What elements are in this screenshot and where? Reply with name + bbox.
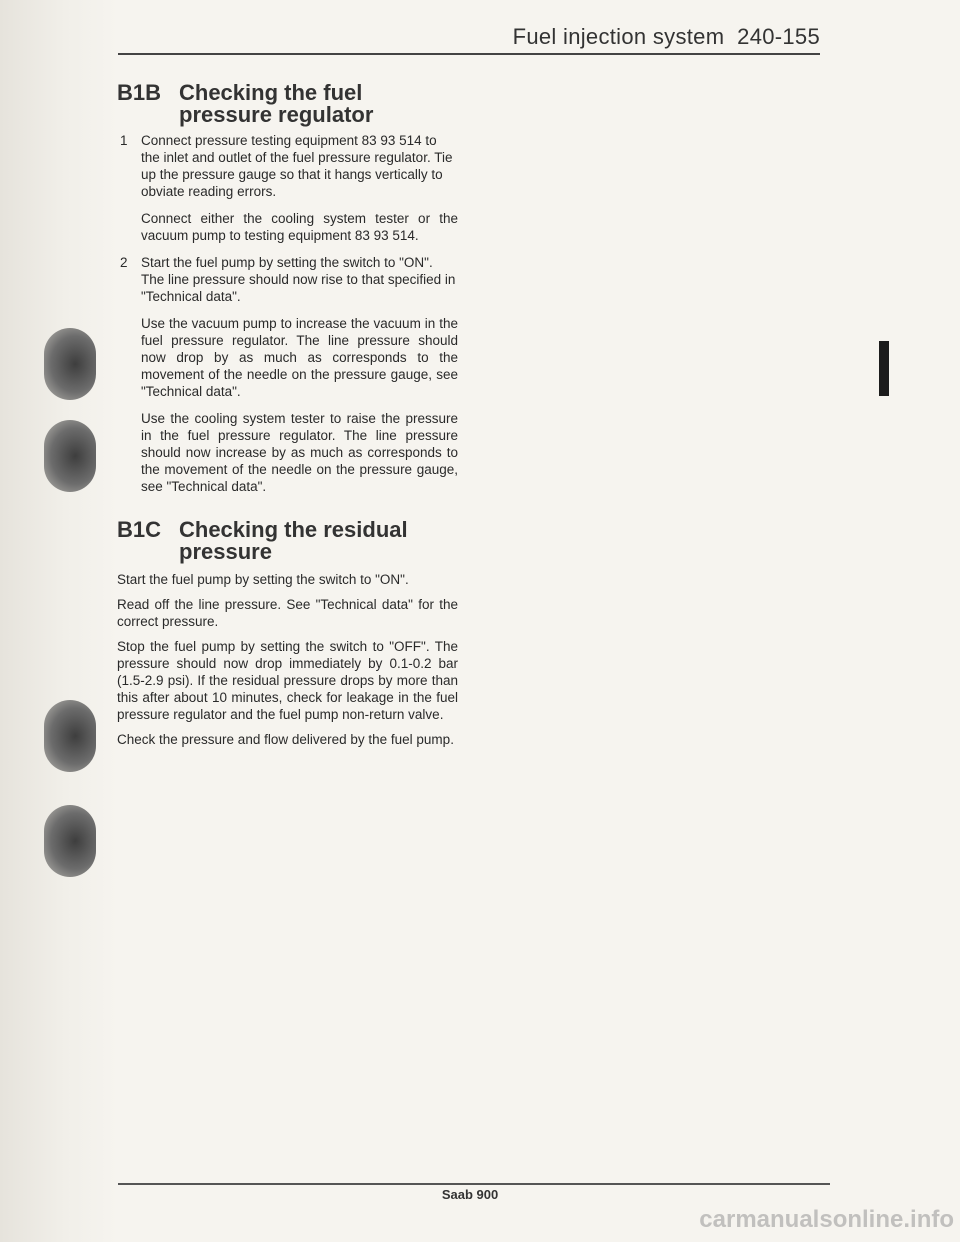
step-note: Use the cooling system tester to raise the pressure in the fuel pressure regulator. The line pressure should now increase by as much as corresponds to the movement of the needle on the pressure gauge, see "Technical data". bbox=[141, 411, 458, 494]
paragraph: Check the pressure and flow delivered by the fuel pump. bbox=[117, 732, 454, 747]
step-number: 2 bbox=[120, 255, 128, 270]
step-item bbox=[117, 254, 458, 305]
footer-model: Saab 900 bbox=[441, 1187, 499, 1202]
section-code: B1B bbox=[117, 80, 162, 105]
binding-edge bbox=[0, 0, 118, 1242]
header-rule bbox=[118, 53, 820, 55]
header-title: Fuel injection system bbox=[512, 24, 725, 49]
paragraph: Start the fuel pump by setting the switch to "ON". bbox=[117, 572, 409, 587]
step-note: Use the vacuum pump to increase the vacuum in the fuel pressure regulator. The line pressure should now drop by as much as corresponds to the movement of the needle on the pressure gauge, see "Technical data". bbox=[141, 316, 458, 399]
step-text: Connect pressure testing equipment 83 93 514 to the inlet and outlet of the fuel pressure regulator. Tie up the pressure gauge so that it hangs vertically to obviate reading errors. bbox=[141, 133, 453, 199]
section-heading-b1b bbox=[117, 82, 458, 126]
watermark: carmanualsonline.info bbox=[699, 1206, 954, 1233]
footer-rule bbox=[118, 1183, 830, 1185]
main-content bbox=[117, 82, 458, 748]
section-title: Checking the residual pressure bbox=[179, 517, 408, 564]
paragraph: Stop the fuel pump by setting the switch to "OFF". The pressure should now drop immediately by 0.1-0.2 bar (1.5-2.9 psi). If the residual pressure drops by more than this after about 10 minutes, check for leakage in the fuel pressure regulator and the fuel pump non-return valve. bbox=[117, 639, 458, 722]
paragraph: Read off the line pressure. See "Technical data" for the correct pressure. bbox=[117, 597, 458, 629]
step-item bbox=[117, 132, 458, 200]
page-header bbox=[505, 24, 820, 50]
section-heading-b1c bbox=[117, 519, 458, 563]
binding-hole bbox=[44, 420, 96, 492]
step-number: 1 bbox=[120, 133, 128, 148]
step-text: Start the fuel pump by setting the switch to "ON". The line pressure should now rise to that specified in "Technical data". bbox=[141, 255, 456, 304]
header-page-number: 240-155 bbox=[737, 24, 820, 49]
section-code: B1C bbox=[117, 517, 162, 542]
binding-hole bbox=[44, 700, 96, 772]
binding-hole bbox=[44, 328, 96, 400]
step-note: Connect either the cooling system tester or the vacuum pump to testing equipment 83 93 514. bbox=[141, 211, 458, 243]
binding-hole bbox=[44, 805, 96, 877]
thumb-index-tab bbox=[879, 341, 889, 396]
section-title: Checking the fuel pressure regulator bbox=[179, 80, 374, 127]
